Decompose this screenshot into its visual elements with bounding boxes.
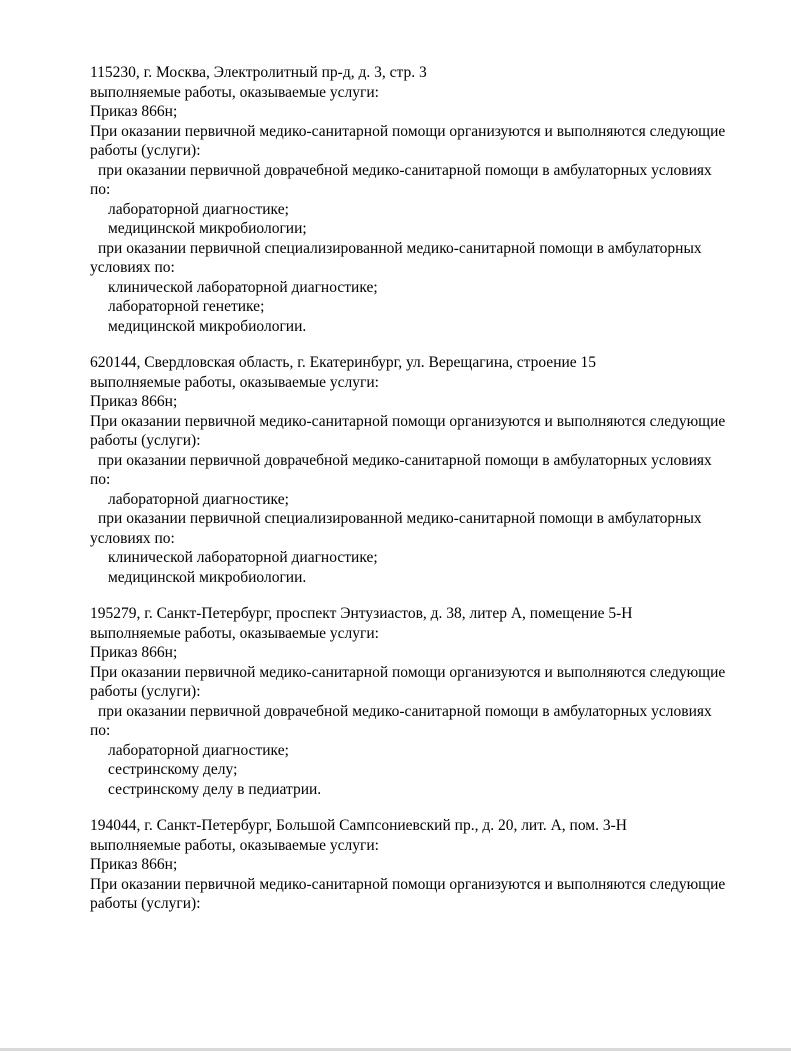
document-line: работы (услуги):	[90, 142, 201, 159]
document-line: по:	[90, 722, 111, 739]
document-line: медицинской микробиологии;	[108, 220, 307, 237]
document-line: по:	[90, 471, 111, 488]
document-line: при оказании первичной специализированной медико-санитарной помощи в амбулаторных	[98, 510, 702, 527]
document-body	[90, 63, 755, 914]
bottom-divider	[0, 1048, 791, 1051]
document-line: условиях по:	[90, 529, 175, 547]
document-line: При оказании первичной медико-санитарной помощи организуются и выполняются следующие	[90, 663, 726, 681]
document-line: работы (услуги):	[90, 683, 201, 700]
document-line: лабораторной диагностике;	[108, 200, 289, 218]
document-line: Приказ 866н;	[90, 856, 178, 873]
document-line: клинической лабораторной диагностике;	[108, 549, 378, 566]
document-line: 620144, Свердловская область, г. Екатеринбург, ул. Верещагина, строение 15	[90, 354, 597, 371]
document-line: при оказании первичной доврачебной медико-санитарной помощи в амбулаторных условиях	[98, 702, 712, 720]
document-line: по:	[90, 181, 111, 198]
document-line: выполняемые работы, оказываемые услуги:	[90, 624, 379, 642]
document-line: условиях по:	[90, 259, 175, 276]
document-line: медицинской микробиологии.	[108, 568, 307, 586]
document-line: выполняемые работы, оказываемые услуги:	[90, 373, 379, 391]
document-line: При оказании первичной медико-санитарной помощи организуются и выполняются следующие	[90, 412, 726, 430]
document-line: выполняемые работы, оказываемые услуги:	[90, 83, 379, 101]
document-line: 194044, г. Санкт-Петербург, Большой Сампсониевский пр., д. 20, лит. А, пом. 3-Н	[90, 817, 627, 834]
document-line: Приказ 866н;	[90, 644, 178, 661]
document-line: лабораторной диагностике;	[108, 490, 289, 508]
document-line: При оказании первичной медико-санитарной помощи организуются и выполняются следующие	[90, 122, 726, 140]
document-line: работы (услуги):	[90, 895, 201, 912]
document-line: сестринскому делу в педиатрии.	[108, 780, 322, 798]
document-line: работы (услуги):	[90, 432, 201, 449]
document-line: сестринскому делу;	[108, 761, 238, 778]
document-line: при оказании первичной специализированной медико-санитарной помощи в амбулаторных	[98, 239, 702, 257]
document-line: при оказании первичной доврачебной медико-санитарной помощи в амбулаторных условиях	[98, 161, 712, 179]
document-line: при оказании первичной доврачебной медико-санитарной помощи в амбулаторных условиях	[98, 451, 712, 469]
document-line: выполняемые работы, оказываемые услуги:	[90, 836, 379, 854]
address-block	[90, 604, 755, 799]
document-line: 195279, г. Санкт-Петербург, проспект Энтузиастов, д. 38, литер А, помещение 5-Н	[90, 605, 633, 622]
document-line: При оказании первичной медико-санитарной помощи организуются и выполняются следующие	[90, 875, 726, 893]
document-line: Приказ 866н;	[90, 103, 178, 120]
address-block	[90, 353, 755, 587]
document-line: клинической лабораторной диагностике;	[108, 278, 378, 296]
address-block	[90, 63, 755, 336]
document-line: медицинской микробиологии.	[108, 317, 307, 335]
document-line: лабораторной генетике;	[108, 298, 265, 315]
document-line: 115230, г. Москва, Электролитный пр-д, д. 3, стр. 3	[90, 64, 427, 81]
document-line: лабораторной диагностике;	[108, 741, 289, 759]
address-block	[90, 816, 755, 914]
document-line: Приказ 866н;	[90, 393, 178, 410]
